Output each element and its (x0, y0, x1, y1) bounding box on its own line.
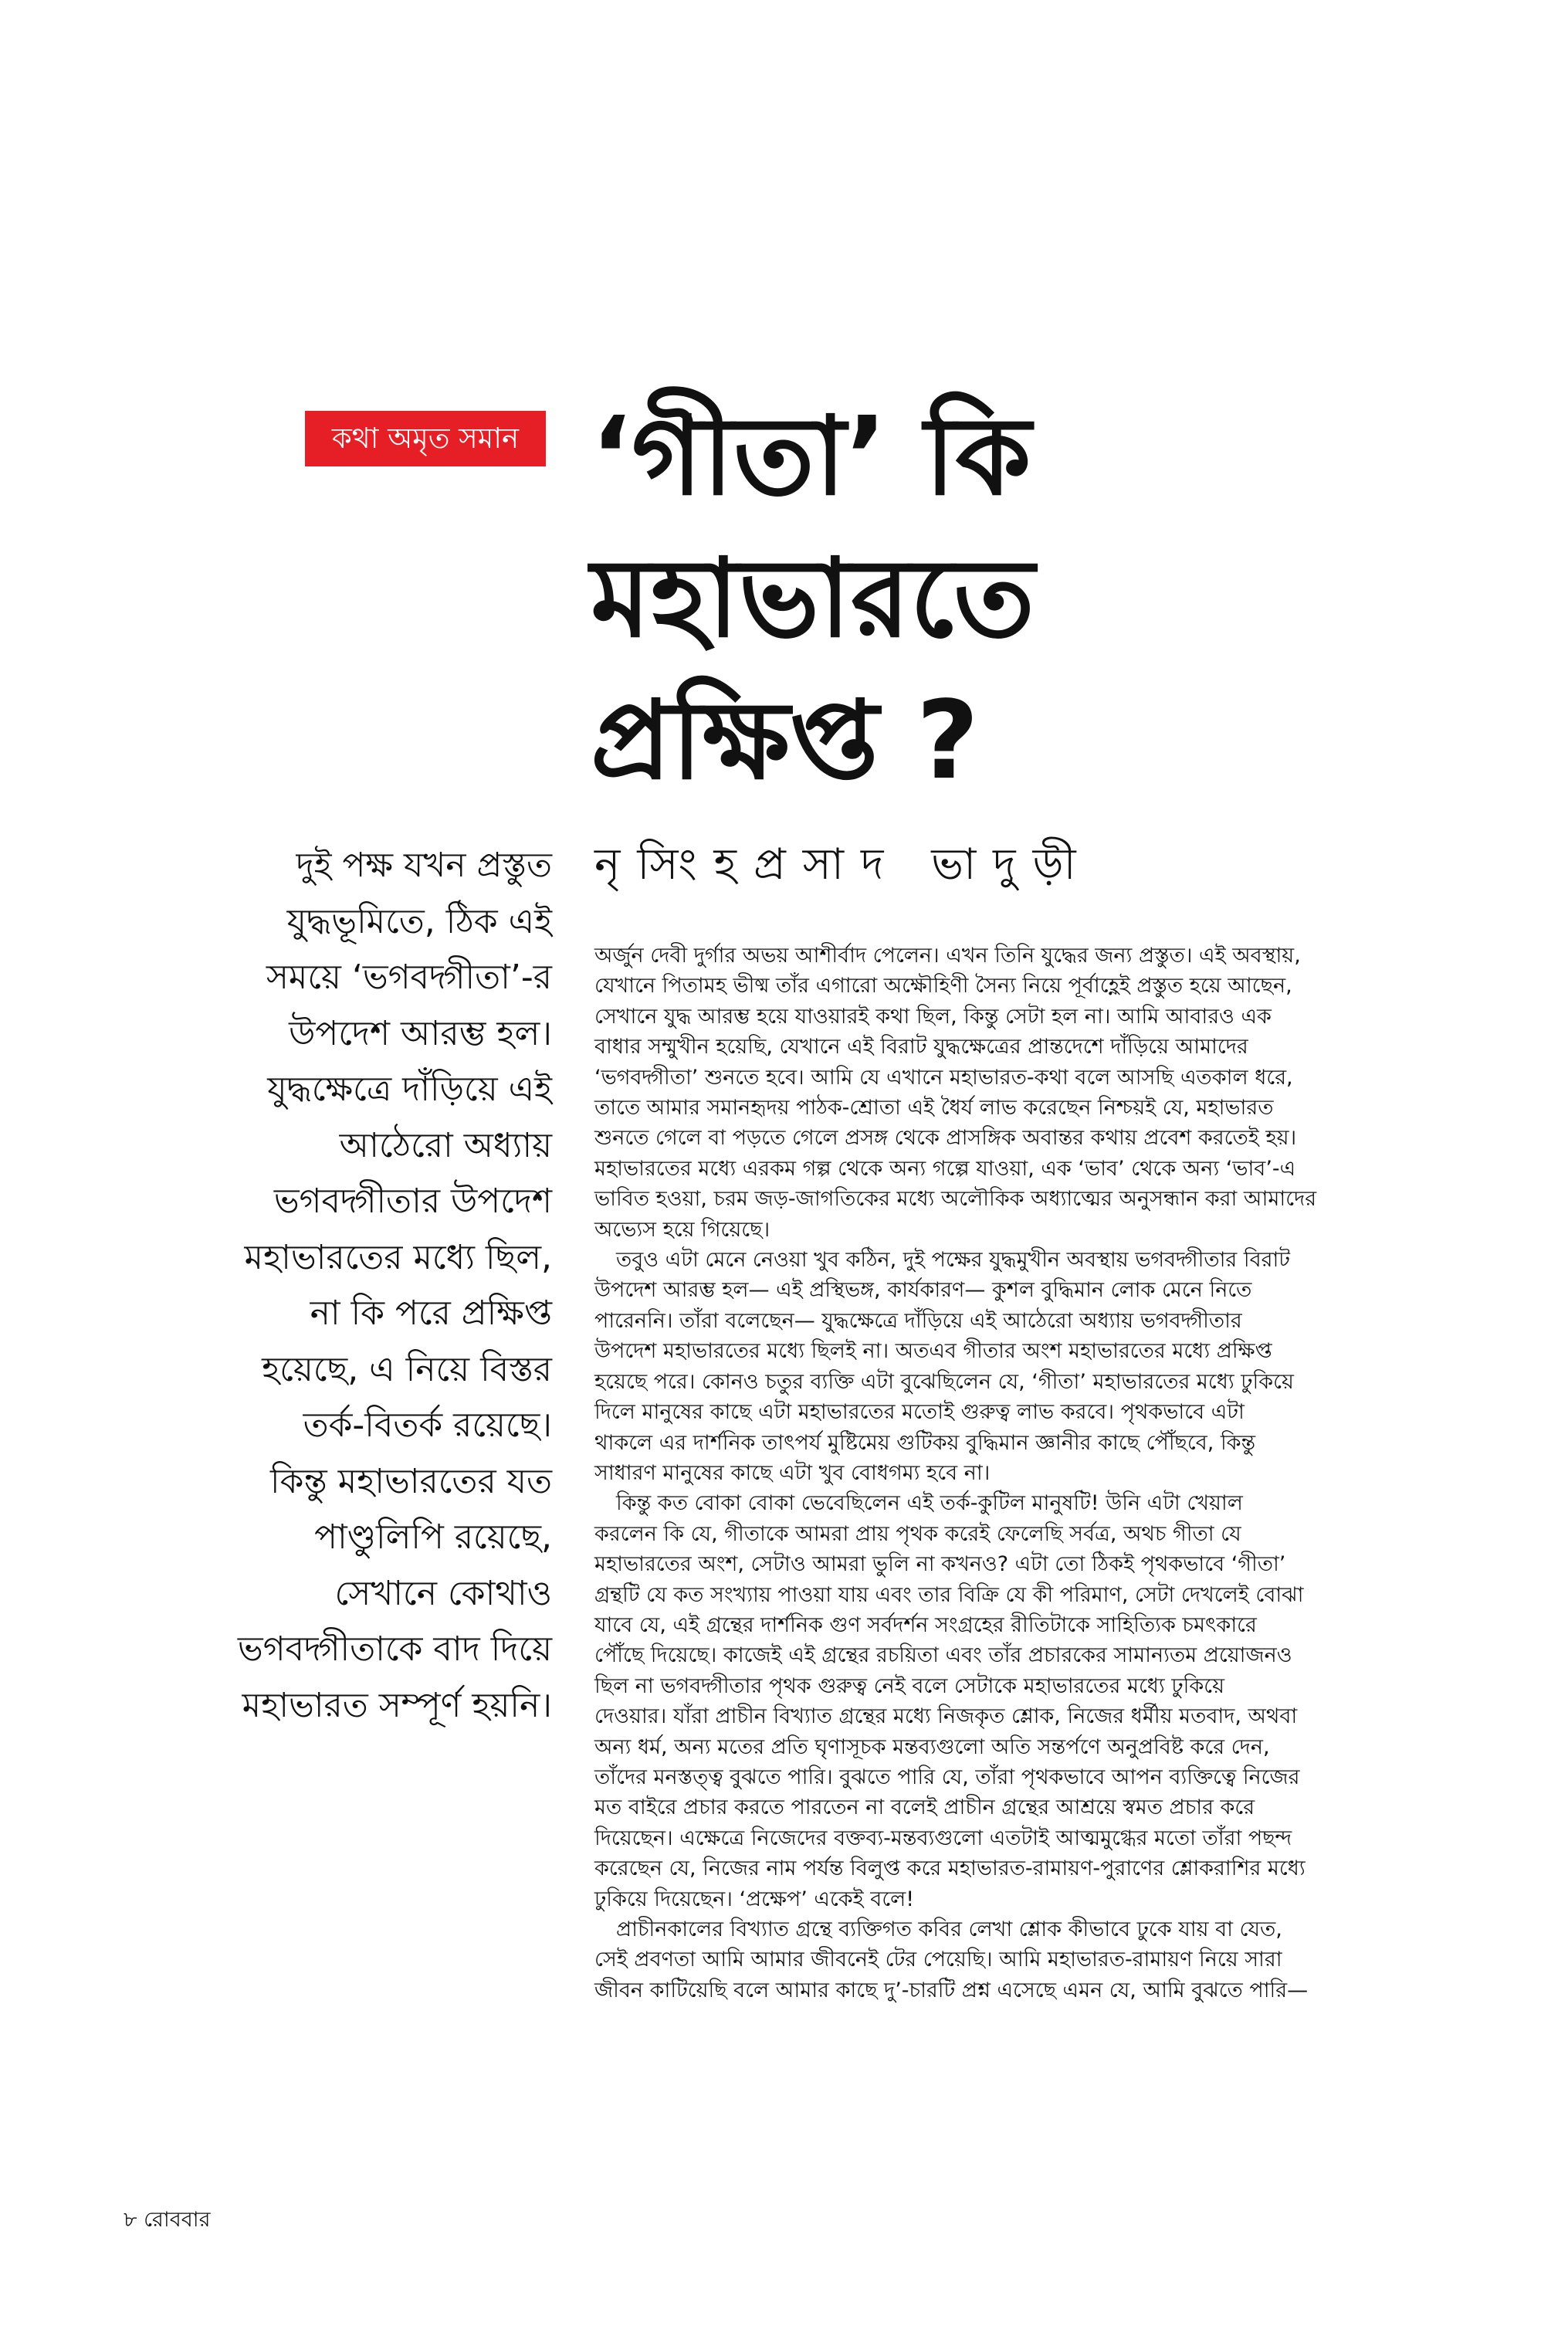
pull-quote-line: দুই পক্ষ যখন প্রস্তুত (296, 846, 552, 885)
body-line: তাতে আমার সমানহৃদয় পাঠক-শ্রোতা এই ধৈর্য লাভ করেছেন নিশ্চয়ই যে, মহাভারত (594, 1096, 1274, 1121)
body-line: করেছেন যে, নিজের নাম পর্যন্ত বিলুপ্ত করে মহাভারত-রামায়ণ-পুরাণের শ্লোকরাশির মধ্যে (594, 1856, 1306, 1881)
body-line: থাকলে এর দার্শনিক তাৎপর্য মুষ্টিমেয় গুটিকয় বুদ্ধিমান জ্ঞানীর কাছে পৌঁছবে, কিন্তু (594, 1430, 1256, 1455)
author-byline: নৃসিংহপ্রসাদ ভাদুড়ী (594, 839, 1093, 890)
body-line: ছিল না ভগবদ্গীতার পৃথক গুরুত্ব নেই বলে সেটাকে মহাভারতের মধ্যে ঢুকিয়ে (594, 1673, 1224, 1698)
body-line: ভাবিত হওয়া, চরম জড়-জাগতিকের মধ্যে অলৌকিক অধ্যাত্মের অনুসন্ধান করা আমাদের (594, 1187, 1317, 1212)
pull-quote-line: তর্ক-বিতর্ক রয়েছে। (303, 1405, 552, 1445)
body-line: ঢুকিয়ে দিয়েছেন। ‘প্রক্ষেপ’ একেই বলে! (594, 1887, 915, 1911)
pull-quote-line: আঠেরো অধ্যায় (339, 1125, 552, 1165)
body-line: দেওয়ার। যাঁরা প্রাচীন বিখ্যাত গ্রন্থের মধ্যে নিজকৃত শ্লোক, নিজের ধর্মীয় মতবাদ, অথবা (594, 1704, 1298, 1729)
pull-quote-line: ভগবদ্গীতাকে বাদ দিয়ে (237, 1629, 552, 1669)
article-body (594, 941, 1424, 2006)
body-line: দিলে মানুষের কাছে এটা মহাভারতের মতোই গুরুত্ব লাভ করবে। পৃথকভাবে এটা (594, 1400, 1245, 1425)
body-line: উপদেশ মহাভারতের মধ্যে ছিলই না। অতএব গীতার অংশ মহাভারতের মধ্যে প্রক্ষিপ্ত (594, 1339, 1272, 1364)
headline-line: মহাভারতে (591, 536, 1035, 662)
page-footer: ৮ রোববার (124, 2208, 211, 2232)
body-line: সাধারণ মানুষের কাছে এটা খুব বোধগম্য হবে না। (594, 1460, 991, 1485)
pull-quote-line: উপদেশ আরম্ভ হল। (289, 1013, 552, 1053)
headline-line: ‘গীতা’ কি (591, 394, 1031, 520)
body-line: বাধার সম্মুখীন হয়েছি, যেখানে এই বিরাট যুদ্ধক্ষেত্রের প্রান্তদেশে দাঁড়িয়ে আমাদের (594, 1035, 1248, 1060)
pull-quote-line: পাণ্ডুলিপি রয়েছে, (314, 1517, 552, 1557)
body-line: যেখানে পিতামহ ভীষ্ম তাঁর এগারো অক্ষৌহিণী সৈন্য নিয়ে পূর্বাহ্ণেই প্রস্তুত হয়ে আছেন, (594, 974, 1292, 999)
pull-quote (147, 838, 552, 1734)
section-tag: কথা অমৃত সমান (305, 411, 546, 466)
pull-quote-line: সময়ে ‘ভগবদ্গীতা’-র (266, 958, 552, 997)
headline (591, 386, 1409, 812)
body-line: অন্য ধর্ম, অন্য মতের প্রতি ঘৃণাসূচক মন্তব্যগুলো অতি সন্তর্পণে অনুপ্রবিষ্ট করে দেন, (594, 1734, 1270, 1759)
body-line: তবুও এটা মেনে নেওয়া খুব কঠিন, দুই পক্ষের যুদ্ধমুখীন অবস্থায় ভগবদ্গীতার বিরাট (616, 1248, 1290, 1273)
body-line: করলেন কি যে, গীতাকে আমরা প্রায় পৃথক করেই ফেলেছি সর্বত্র, অথচ গীতা যে (594, 1521, 1241, 1546)
body-line: সেখানে যুদ্ধ আরম্ভ হয়ে যাওয়ারই কথা ছিল, কিন্তু সেটা হল না। আমি আবারও এক (594, 1004, 1272, 1029)
body-line: মত বাইরে প্রচার করতে পারতেন না বলেই প্রাচীন গ্রন্থের আশ্রয়ে স্বমত প্রচার করে (594, 1795, 1255, 1820)
body-line: কিন্তু কত বোকা বোকা ভেবেছিলেন এই তর্ক-কুটিল মানুষটি! উনি এটা খেয়াল (616, 1491, 1243, 1516)
pull-quote-line: সেখানে কোথাও (334, 1573, 552, 1613)
pull-quote-line: যুদ্ধভূমিতে, ঠিক এই (286, 901, 552, 941)
body-line: মহাভারতের অংশ, সেটাও আমরা ভুলি না কখনও? এটা তো ঠিকই পৃথকভাবে ‘গীতা’ (594, 1552, 1286, 1577)
body-line: পৌঁছে দিয়েছে। কাজেই এই গ্রন্থের রচয়িতা এবং তাঁর প্রচারকের সামান্যতম প্রয়োজনও (594, 1643, 1292, 1668)
body-line: মহাভারতের মধ্যে এরকম গল্প থেকে অন্য গল্পে যাওয়া, এক ‘ভাব’ থেকে অন্য ‘ভাব’-এ (594, 1156, 1296, 1181)
body-line: পারেননি। তাঁরা বলেছেন— যুদ্ধক্ষেত্রে দাঁড়িয়ে এই আঠেরো অধ্যায় ভগবদ্গীতার (594, 1308, 1242, 1333)
body-line: সেই প্রবণতা আমি আমার জীবনেই টের পেয়েছি। আমি মহাভারত-রামায়ণ নিয়ে সারা (594, 1948, 1282, 1972)
body-line: দিয়েছেন। এক্ষেত্রে নিজেদের বক্তব্য-মন্তব্যগুলো এতটাই আত্মমুগ্ধের মতো তাঁরা পছন্দ (594, 1826, 1292, 1850)
body-line: যাবে যে, এই গ্রন্থের দার্শনিক গুণ সর্বদর্শন সংগ্রহের রীতিটাকে সাহিত্যিক চমৎকারে (594, 1612, 1257, 1637)
body-line: প্রাচীনকালের বিখ্যাত গ্রন্থে ব্যক্তিগত কবির লেখা শ্লোক কীভাবে ঢুকে যায় বা যেত, (616, 1917, 1282, 1941)
body-line: গ্রন্থটি যে কত সংখ্যায় পাওয়া যায় এবং তার বিক্রি যে কী পরিমাণ, সেটা দেখলেই বোঝা (594, 1582, 1304, 1607)
body-line: উপদেশ আরম্ভ হল— এই প্রস্থিভঙ্গ, কার্যকারণ— কুশল বুদ্ধিমান লোক মেনে নিতে (594, 1278, 1252, 1303)
body-line: ‘ভগবদ্গীতা’ শুনতে হবে। আমি যে এখানে মহাভারত-কথা বলে আসছি এতকাল ধরে, (594, 1065, 1293, 1090)
body-line: হয়েছে পরে। কোনও চতুর ব্যক্তি এটা বুঝেছিলেন যে, ‘গীতা’ মহাভারতের মধ্যে ঢুকিয়ে (594, 1369, 1294, 1394)
body-line: শুনতে গেলে বা পড়তে গেলে প্রসঙ্গ থেকে প্রাসঙ্গিক অবান্তর কথায় প্রবেশ করতেই হয়। (594, 1126, 1297, 1151)
pull-quote-line: হয়েছে, এ নিয়ে বিস্তর (262, 1349, 552, 1389)
pull-quote-line: না কি পরে প্রক্ষিপ্ত (310, 1294, 552, 1333)
pull-quote-line: ভগবদ্গীতার উপদেশ (273, 1182, 552, 1221)
pull-quote-line: মহাভারতের মধ্যে ছিল, (244, 1237, 552, 1277)
body-line: জীবন কাটিয়েছি বলে আমার কাছে দু’-চারটি প্রশ্ন এসেছে এমন যে, আমি বুঝতে পারি— (594, 1978, 1309, 2002)
body-line: অভ্যেস হয়ে গিয়েছে। (594, 1217, 770, 1242)
headline-line: প্রক্ষিপ্ত ? (591, 678, 979, 804)
pull-quote-line: যুদ্ধক্ষেত্রে দাঁড়িয়ে এই (267, 1070, 552, 1109)
pull-quote-line: মহাভারত সম্পূর্ণ হয়নি। (242, 1685, 552, 1725)
pull-quote-line: কিন্তু মহাভারতের যত (270, 1461, 552, 1501)
body-line: তাঁদের মনস্তত্ত্ব বুঝতে পারি। বুঝতে পারি যে, তাঁরা পৃথকভাবে আপন ব্যক্তিত্বে নিজের (594, 1765, 1300, 1789)
body-line: অর্জুন দেবী দুর্গার অভয় আশীর্বাদ পেলেন। এখন তিনি যুদ্ধের জন্য প্রস্তুত। এই অবস্থায়, (594, 944, 1301, 968)
